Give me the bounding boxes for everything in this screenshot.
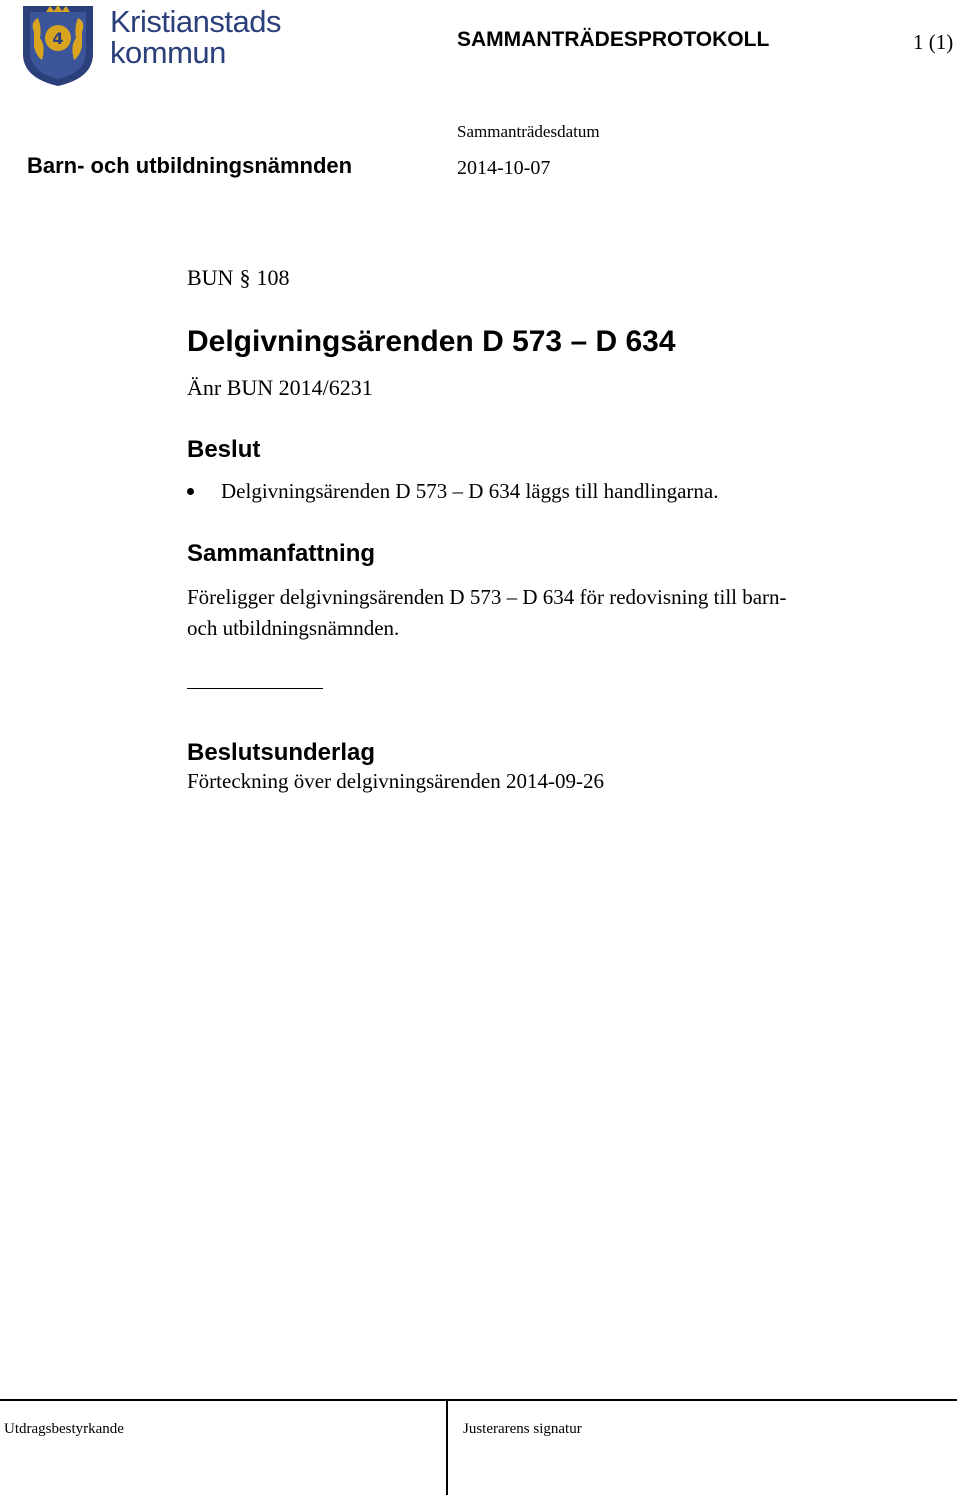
certification-label: Utdragsbestyrkande (4, 1421, 124, 1437)
signature-label: Justerarens signatur (463, 1421, 582, 1437)
footer-divider-horizontal (0, 1399, 957, 1401)
document-type: SAMMANTRÄDESPROTOKOLL (457, 28, 770, 51)
bullet-icon (187, 488, 194, 495)
coat-of-arms-icon (20, 2, 96, 88)
footer-divider-vertical (446, 1399, 448, 1495)
paragraph-number: 108 (256, 265, 290, 290)
basis-heading: Beslutsunderlag (187, 739, 376, 766)
summary-heading: Sammanfattning (187, 540, 376, 567)
list-item (187, 479, 719, 504)
decision-heading: Beslut (187, 436, 261, 463)
basis-item: Förteckning över delgivningsärenden 2014-09-26 (187, 769, 604, 793)
separator-line (187, 688, 323, 689)
paragraph-reference (187, 265, 289, 291)
logo-line-1: Kristianstads (110, 4, 281, 39)
section-symbol: § (239, 265, 251, 290)
board-name: Barn- och utbildningsnämnden (27, 153, 353, 178)
decision-text: Delgivningsärenden D 573 – D 634 läggs till handlingarna. (221, 479, 719, 503)
meeting-date: 2014-10-07 (457, 157, 551, 179)
summary-line: Föreligger delgivningsärenden D 573 – D 634 för redovisning till barn- (187, 585, 787, 609)
kristianstad-logo (20, 2, 300, 88)
logo-line-2: kommun (110, 35, 226, 70)
page-number: 1 (1) (913, 30, 954, 54)
paragraph-prefix: BUN (187, 265, 234, 290)
meeting-date-label: Sammanträdesdatum (457, 122, 600, 141)
summary-line: och utbildningsnämnden. (187, 616, 400, 640)
svg-text:4: 4 (52, 29, 64, 48)
case-number: Änr BUN 2014/6231 (187, 375, 373, 400)
summary-text (187, 582, 877, 644)
item-title: Delgivningsärenden D 573 – D 634 (187, 325, 676, 358)
